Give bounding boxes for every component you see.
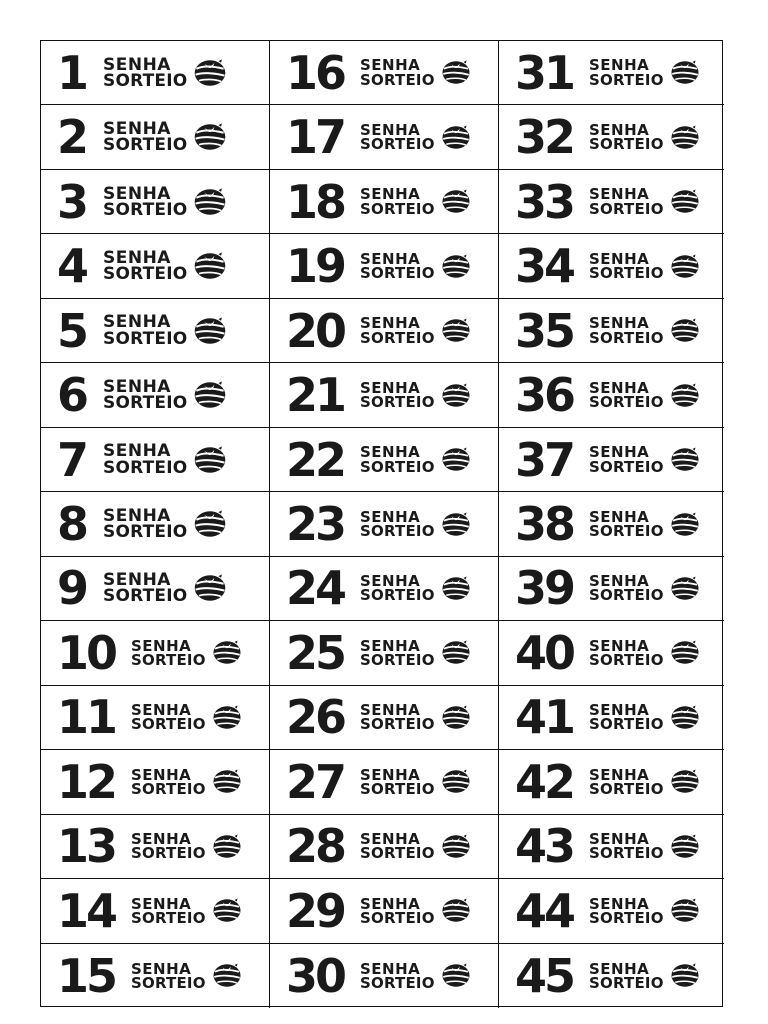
bird-globe-emblem-icon [212,833,242,860]
label-sorteio: SORTEIO [360,844,435,863]
label-sorteio: SORTEIO [589,908,664,927]
ticket-number: 26 [286,690,345,745]
ticket-number: 9 [57,561,87,616]
ticket-number: 28 [286,819,345,874]
ticket-label [103,183,188,220]
label-sorteio: SORTEIO [131,973,206,992]
raffle-ticket [499,363,724,427]
ticket-number: 22 [286,432,345,487]
bird-globe-emblem-icon [670,962,700,989]
label-senha: SENHA [360,894,421,913]
ticket-number: 34 [515,239,574,294]
label-senha: SENHA [360,701,421,720]
label-senha: SENHA [360,120,421,139]
label-sorteio: SORTEIO [131,844,206,863]
ticket-number: 40 [515,625,574,680]
bird-globe-emblem-icon [670,124,700,151]
label-sorteio: SORTEIO [589,457,664,476]
bird-globe-emblem-icon [670,704,700,731]
ticket-label [360,316,435,345]
ticket-label [103,248,188,285]
ticket-label [360,378,435,412]
ticket-number: 44 [515,883,574,938]
label-sorteio: SORTEIO [103,586,188,607]
ticket-number: 14 [57,883,116,938]
ticket-number: 7 [57,432,87,487]
ticket-number: 45 [515,948,574,1003]
bird-globe-emblem-icon [193,251,227,281]
ticket-number: 13 [57,819,116,874]
label-senha: SENHA [360,314,421,333]
ticket-label [589,316,664,345]
label-sorteio: SORTEIO [360,199,435,218]
ticket-label [131,765,206,798]
ticket-label [131,703,206,732]
raffle-ticket [41,815,270,879]
ticket-number: 10 [57,625,116,680]
ticket-number: 3 [57,174,87,229]
raffle-ticket [41,750,270,814]
raffle-ticket [499,105,724,169]
raffle-ticket [41,170,270,234]
ticket-label [131,636,206,669]
raffle-ticket [41,492,270,556]
label-senha: SENHA [360,185,421,204]
bird-globe-emblem-icon [670,768,700,795]
bird-globe-emblem-icon [193,58,227,88]
label-sorteio: SORTEIO [103,135,188,156]
ticket-label [589,445,664,474]
bird-globe-emblem-icon [670,446,700,473]
ticket-label [589,765,664,798]
ticket-number: 32 [515,110,574,165]
raffle-ticket [499,428,724,492]
label-sorteio: SORTEIO [360,264,435,283]
label-sorteio: SORTEIO [131,779,206,798]
ticket-sheet [40,40,723,1007]
ticket-number: 11 [57,690,116,745]
label-sorteio: SORTEIO [103,264,188,285]
raffle-ticket [499,879,724,943]
label-sorteio: SORTEIO [103,393,188,414]
ticket-number: 31 [515,45,574,100]
ticket-label [103,119,188,156]
ticket-label [360,249,435,283]
raffle-ticket [41,234,270,298]
bird-globe-emblem-icon [441,575,471,602]
label-senha: SENHA [589,894,650,913]
ticket-number: 35 [515,303,574,358]
ticket-label [131,894,206,927]
label-senha: SENHA [360,378,421,397]
label-sorteio: SORTEIO [589,650,664,669]
ticket-number: 1 [57,45,87,100]
ticket-number: 4 [57,239,87,294]
label-sorteio: SORTEIO [589,135,664,154]
bird-globe-emblem-icon [193,509,227,539]
raffle-ticket [270,750,499,814]
label-senha: SENHA [589,636,650,655]
ticket-label [360,894,435,927]
raffle-ticket [270,170,499,234]
bird-globe-emblem-icon [441,188,471,215]
label-senha: SENHA [360,959,421,978]
raffle-ticket [499,234,724,298]
ticket-number: 36 [515,368,574,423]
ticket-label [103,570,188,607]
label-senha: SENHA [589,120,650,139]
label-sorteio: SORTEIO [103,70,188,91]
label-sorteio: SORTEIO [103,522,188,543]
raffle-ticket [41,944,270,1008]
bird-globe-emblem-icon [441,833,471,860]
label-sorteio: SORTEIO [589,264,664,283]
bird-globe-emblem-icon [212,897,242,924]
raffle-ticket [499,944,724,1008]
label-senha: SENHA [360,56,421,75]
ticket-number: 17 [286,110,345,165]
raffle-ticket [270,815,499,879]
label-senha: SENHA [131,894,192,913]
label-sorteio: SORTEIO [360,586,435,605]
label-sorteio: SORTEIO [360,908,435,927]
ticket-number: 23 [286,497,345,552]
ticket-number: 42 [515,754,574,809]
label-sorteio: SORTEIO [589,199,664,218]
ticket-number: 37 [515,432,574,487]
ticket-number: 43 [515,819,574,874]
raffle-ticket [41,557,270,621]
label-senha: SENHA [103,54,171,75]
label-senha: SENHA [103,441,171,462]
ticket-label [360,636,435,669]
raffle-ticket [499,557,724,621]
label-senha: SENHA [589,765,650,784]
ticket-label [589,832,664,861]
label-senha: SENHA [103,312,171,333]
label-senha: SENHA [589,249,650,268]
label-sorteio: SORTEIO [589,844,664,863]
raffle-ticket [41,41,270,105]
label-senha: SENHA [589,507,650,526]
label-senha: SENHA [589,572,650,591]
label-sorteio: SORTEIO [103,328,188,349]
bird-globe-emblem-icon [670,897,700,924]
raffle-ticket [499,815,724,879]
bird-globe-emblem-icon [441,511,471,538]
bird-globe-emblem-icon [193,316,227,346]
label-sorteio: SORTEIO [360,650,435,669]
ticket-label [360,959,435,992]
label-senha: SENHA [589,185,650,204]
label-senha: SENHA [589,378,650,397]
label-sorteio: SORTEIO [360,522,435,541]
label-sorteio: SORTEIO [589,70,664,89]
raffle-ticket [270,428,499,492]
label-sorteio: SORTEIO [131,908,206,927]
label-senha: SENHA [360,507,421,526]
bird-globe-emblem-icon [441,59,471,86]
label-sorteio: SORTEIO [360,328,435,347]
label-sorteio: SORTEIO [360,70,435,89]
ticket-number: 8 [57,497,87,552]
bird-globe-emblem-icon [441,639,471,666]
bird-globe-emblem-icon [212,768,242,795]
raffle-ticket [41,299,270,363]
ticket-label [360,574,435,603]
ticket-label [360,703,435,732]
bird-globe-emblem-icon [441,962,471,989]
ticket-number: 16 [286,45,345,100]
label-sorteio: SORTEIO [360,393,435,412]
label-senha: SENHA [589,56,650,75]
label-senha: SENHA [103,570,171,591]
label-senha: SENHA [589,443,650,462]
ticket-label [131,959,206,992]
bird-globe-emblem-icon [670,575,700,602]
ticket-label [131,832,206,861]
label-sorteio: SORTEIO [589,779,664,798]
bird-globe-emblem-icon [441,446,471,473]
ticket-number: 27 [286,754,345,809]
raffle-ticket [499,41,724,105]
ticket-number: 6 [57,368,87,423]
label-senha: SENHA [360,572,421,591]
ticket-number: 15 [57,948,116,1003]
ticket-label [103,312,188,349]
ticket-label [589,378,664,412]
raffle-ticket [270,492,499,556]
label-senha: SENHA [360,249,421,268]
bird-globe-emblem-icon [670,639,700,666]
label-senha: SENHA [131,636,192,655]
raffle-ticket [270,299,499,363]
label-senha: SENHA [131,959,192,978]
raffle-ticket [499,170,724,234]
label-sorteio: SORTEIO [131,650,206,669]
bird-globe-emblem-icon [670,382,700,409]
ticket-label [103,505,188,543]
label-senha: SENHA [589,701,650,720]
ticket-label [589,187,664,216]
bird-globe-emblem-icon [670,833,700,860]
label-senha: SENHA [103,183,171,204]
ticket-label [589,120,664,154]
ticket-label [589,636,664,669]
ticket-label [103,54,188,91]
bird-globe-emblem-icon [193,187,227,217]
label-sorteio: SORTEIO [360,135,435,154]
raffle-ticket [41,363,270,427]
ticket-number: 19 [286,239,345,294]
bird-globe-emblem-icon [441,768,471,795]
label-senha: SENHA [589,959,650,978]
raffle-ticket [270,557,499,621]
raffle-ticket [499,299,724,363]
label-senha: SENHA [103,248,171,268]
label-senha: SENHA [103,119,171,140]
ticket-number: 24 [286,561,345,616]
raffle-ticket [270,234,499,298]
label-senha: SENHA [103,505,171,526]
bird-globe-emblem-icon [212,704,242,731]
label-sorteio: SORTEIO [103,457,188,478]
bird-globe-emblem-icon [441,253,471,280]
raffle-ticket [270,41,499,105]
ticket-label [589,574,664,603]
label-senha: SENHA [360,830,421,849]
label-sorteio: SORTEIO [589,328,664,347]
bird-globe-emblem-icon [212,639,242,666]
label-sorteio: SORTEIO [360,715,435,734]
label-senha: SENHA [589,314,650,333]
ticket-number: 2 [57,110,87,165]
ticket-label [589,249,664,283]
ticket-label [360,832,435,861]
ticket-label [360,507,435,541]
raffle-ticket [270,686,499,750]
raffle-ticket [41,621,270,685]
ticket-number: 29 [286,883,345,938]
raffle-ticket [41,428,270,492]
label-sorteio: SORTEIO [589,586,664,605]
label-sorteio: SORTEIO [360,779,435,798]
raffle-ticket [499,492,724,556]
ticket-number: 5 [57,303,87,358]
bird-globe-emblem-icon [441,124,471,151]
label-sorteio: SORTEIO [360,457,435,476]
raffle-ticket [41,879,270,943]
ticket-label [360,187,435,216]
ticket-number: 38 [515,497,574,552]
bird-globe-emblem-icon [441,382,471,409]
label-senha: SENHA [360,765,421,784]
ticket-number: 39 [515,561,574,616]
bird-globe-emblem-icon [193,122,227,152]
ticket-number: 20 [286,303,345,358]
label-senha: SENHA [360,443,421,462]
ticket-label [589,58,664,87]
label-sorteio: SORTEIO [360,973,435,992]
bird-globe-emblem-icon [212,962,242,989]
ticket-label [360,445,435,474]
ticket-label [360,765,435,798]
label-sorteio: SORTEIO [589,393,664,412]
raffle-ticket [499,750,724,814]
label-sorteio: SORTEIO [103,199,188,220]
label-senha: SENHA [131,701,192,720]
label-senha: SENHA [589,830,650,849]
bird-globe-emblem-icon [670,188,700,215]
raffle-ticket [41,105,270,169]
ticket-label [589,894,664,927]
bird-globe-emblem-icon [670,317,700,344]
label-senha: SENHA [131,830,192,849]
label-sorteio: SORTEIO [589,522,664,541]
raffle-ticket [499,686,724,750]
label-sorteio: SORTEIO [589,973,664,992]
bird-globe-emblem-icon [193,573,227,603]
ticket-label [360,58,435,87]
ticket-number: 33 [515,174,574,229]
ticket-number: 30 [286,948,345,1003]
bird-globe-emblem-icon [670,253,700,280]
raffle-ticket [270,363,499,427]
ticket-label [103,376,188,414]
label-sorteio: SORTEIO [131,715,206,734]
ticket-label [589,959,664,992]
ticket-label [589,703,664,732]
bird-globe-emblem-icon [670,59,700,86]
bird-globe-emblem-icon [193,380,227,410]
ticket-number: 41 [515,690,574,745]
raffle-ticket [499,621,724,685]
raffle-ticket [270,944,499,1008]
label-sorteio: SORTEIO [589,715,664,734]
bird-globe-emblem-icon [441,317,471,344]
ticket-label [589,507,664,541]
bird-globe-emblem-icon [441,704,471,731]
ticket-label [360,120,435,154]
raffle-ticket [41,686,270,750]
ticket-number: 12 [57,754,116,809]
label-senha: SENHA [131,765,192,784]
raffle-ticket [270,105,499,169]
bird-globe-emblem-icon [193,445,227,475]
ticket-number: 21 [286,368,345,423]
bird-globe-emblem-icon [670,511,700,538]
label-senha: SENHA [103,376,171,397]
raffle-ticket [270,621,499,685]
ticket-number: 25 [286,625,345,680]
ticket-number: 18 [286,174,345,229]
raffle-ticket [270,879,499,943]
ticket-label [103,441,188,478]
bird-globe-emblem-icon [441,897,471,924]
label-senha: SENHA [360,636,421,655]
